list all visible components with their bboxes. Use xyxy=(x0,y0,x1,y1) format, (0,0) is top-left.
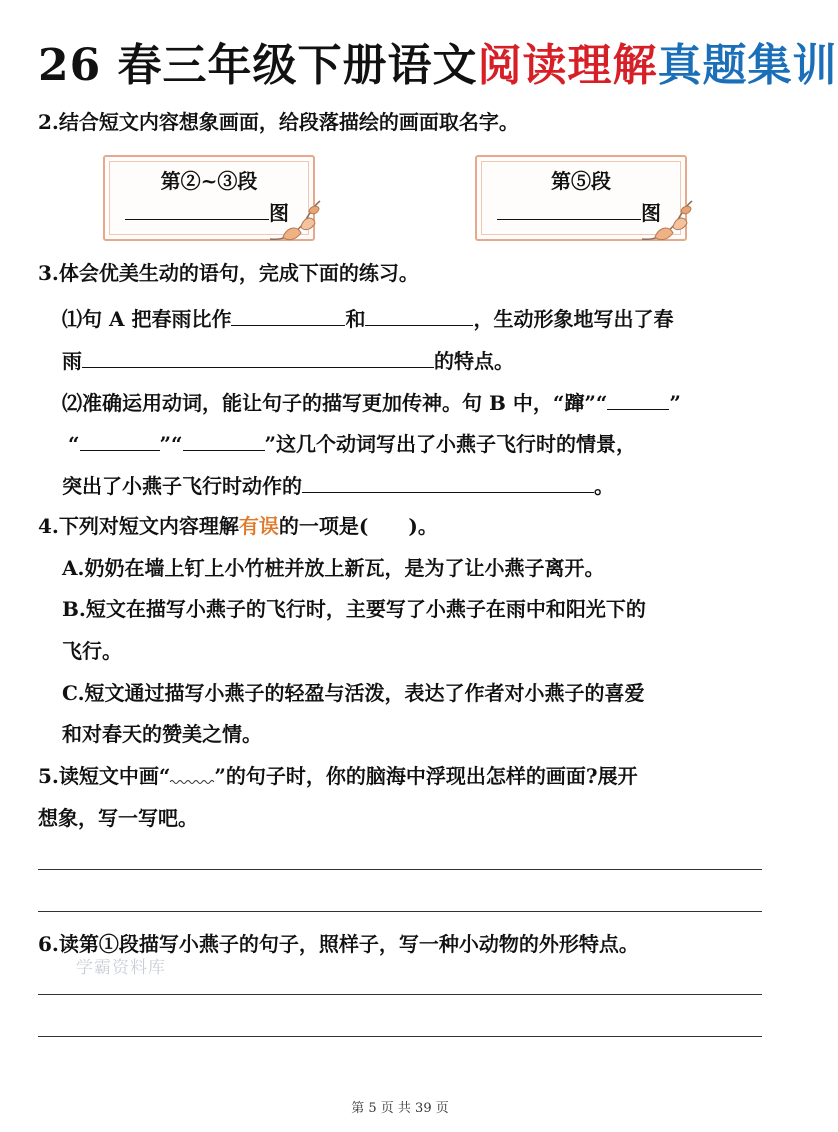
blank-verb-1[interactable] xyxy=(607,387,669,410)
answer-line-q5-2[interactable] xyxy=(38,911,762,912)
blank-action-feature[interactable] xyxy=(302,470,594,493)
option-b-continued: 飞行。 xyxy=(62,639,122,663)
question-3-2-line-3: 突出了小燕子飞行时动作的 。 xyxy=(62,470,614,501)
name-blank-1[interactable] xyxy=(125,197,269,220)
leaf-vine-icon xyxy=(265,197,325,247)
answer-box-title: 第②~③段 xyxy=(160,169,258,193)
title-part-red: 阅读理解 xyxy=(477,40,658,91)
title-part-black: 26 春三年级下册语文 xyxy=(38,40,478,91)
option-a[interactable]: A.奶奶在墙上钉上小竹桩并放上新瓦，是为了让小燕子离开。 xyxy=(62,556,605,580)
blank-metaphor-2[interactable] xyxy=(365,303,473,326)
question-2: 2.结合短文内容想象画面，给段落描绘的画面取名字。 xyxy=(38,110,519,134)
question-3-2-line-1: ⑵准确运用动词，能让句子的描写更加传神。句 B 中，“蹿”“ ” xyxy=(62,387,681,418)
blank-verb-2[interactable] xyxy=(80,428,160,451)
question-5-line-2: 想象，写一写吧。 xyxy=(38,806,198,830)
page-title xyxy=(38,38,838,94)
wavy-underline-icon xyxy=(170,763,214,783)
question-6: 6.读第①段描写小燕子的句子，照样子，写一种小动物的外形特点。 xyxy=(38,932,639,956)
answer-box-title: 第⑤段 xyxy=(551,169,611,193)
answer-box-paragraph-2-3: 第②~③段 图 xyxy=(103,155,315,241)
answer-box-paragraph-5: 第⑤段 图 xyxy=(475,155,687,241)
name-blank-2[interactable] xyxy=(497,197,641,220)
answer-line-q6-2[interactable] xyxy=(38,1036,762,1037)
question-5-line-1: 5.读短文中画“ ”的句子时，你的脑海中浮现出怎样的画面?展开 xyxy=(38,764,638,788)
question-3: 3.体会优美生动的语句，完成下面的练习。 xyxy=(38,261,419,285)
question-4: 4.下列对短文内容理解有误的一项是( )。 xyxy=(38,514,438,538)
answer-line-q6-1[interactable] xyxy=(38,994,762,995)
blank-rain-feature[interactable] xyxy=(82,345,434,368)
option-c-continued: 和对春天的赞美之情。 xyxy=(62,722,262,746)
blank-metaphor-1[interactable] xyxy=(231,303,345,326)
question-3-1-line-1: ⑴句 A 把春雨比作 和 ，生动形象地写出了春 xyxy=(62,303,673,334)
leaf-vine-icon xyxy=(637,197,697,247)
blank-verb-3[interactable] xyxy=(183,428,265,451)
answer-line-q5-1[interactable] xyxy=(38,869,762,870)
question-3-1-line-2: 雨 的特点。 xyxy=(62,345,514,376)
highlight-incorrect: 有误 xyxy=(238,514,279,538)
page-number: 第 5 页 共 39 页 xyxy=(351,1101,449,1116)
option-c[interactable]: C.短文通过描写小燕子的轻盈与活泼，表达了作者对小燕子的喜爱 xyxy=(62,681,645,705)
watermark: 学霸资料库 xyxy=(76,958,166,978)
title-part-blue: 真题集训 xyxy=(657,40,838,91)
option-b[interactable]: B.短文在描写小燕子的飞行时，主要写了小燕子在雨中和阳光下的 xyxy=(62,597,646,621)
question-3-2-line-2: “ ”“ ”这几个动词写出了小燕子飞行时的情景， xyxy=(68,428,636,459)
